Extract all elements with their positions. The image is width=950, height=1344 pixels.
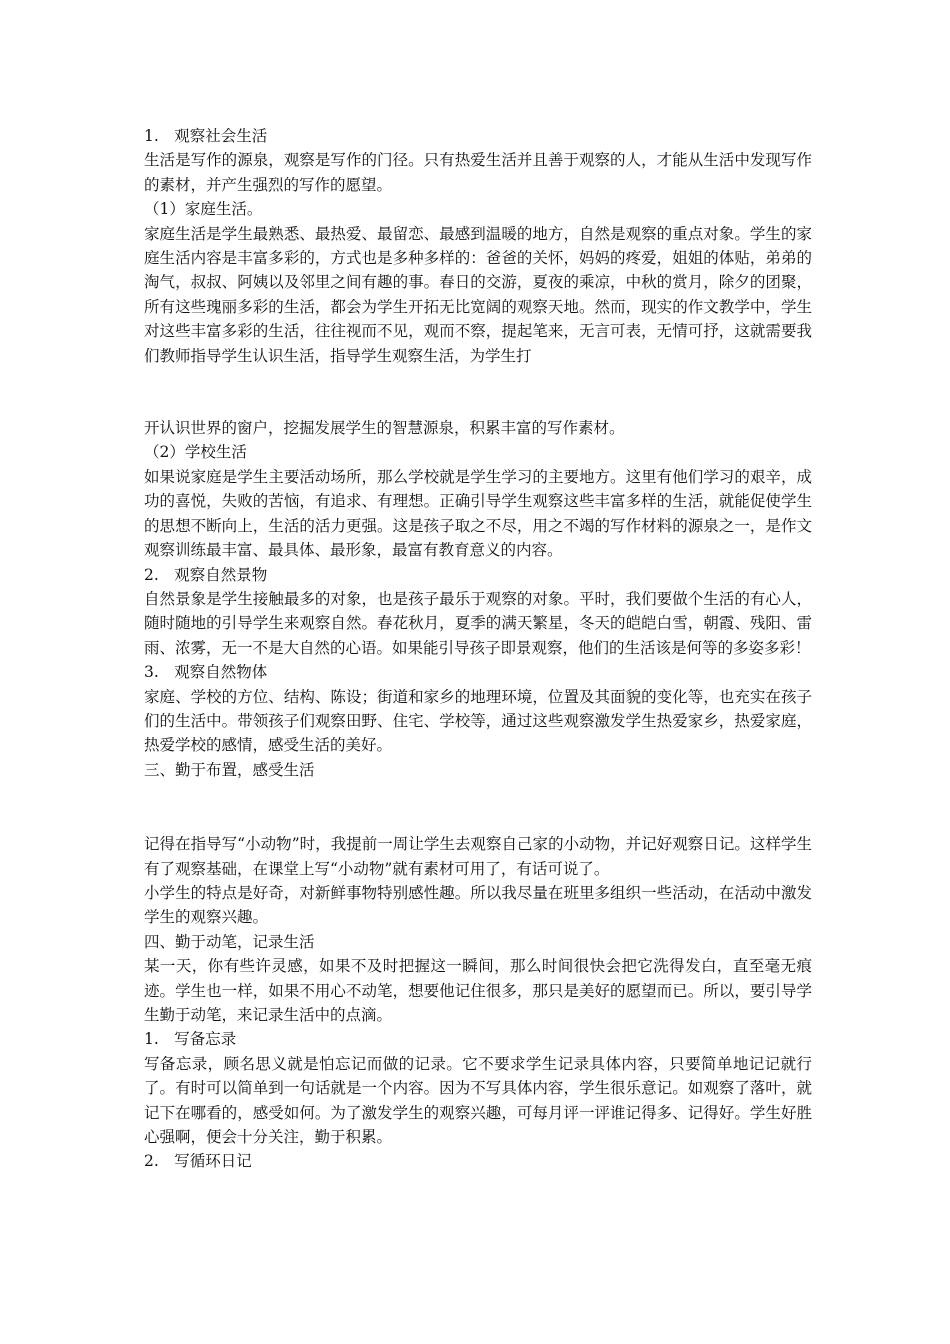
paragraph-nature-scenery: 自然景象是学生接触最多的对象，也是孩子最乐于观察的对象。平时，我们要做个生活的有心人，随时随地的引导学生来观察自然。春花秋月，夏季的满天繁星，冬天的皑皑白雪，朝霞、残阳、雷雨、浓雾，无一不是大自然的心语。如果能引导孩子即景观察，他们的生活该是何等的多姿多彩！: [144, 589, 812, 657]
paragraph-life-source: 生活是写作的源泉，观察是写作的门径。只有热爱生活并且善于观察的人，才能从生活中发现写作的素材，并产生强烈的写作的愿望。: [144, 151, 812, 194]
paragraph-inspiration: 某一天，你有些许灵感，如果不及时把握这一瞬间，那么时间很快会把它洗得发白，直至毫无痕迹。学生也一样，如果不用心不动笔，想要他记住很多，那只是美好的愿望而已。所以，要引导学生勤于动笔，来记录生活中的点滴。: [144, 957, 812, 1024]
heading-section-three: 三、勤于布置，感受生活: [144, 760, 315, 779]
page-break-gap: [144, 368, 812, 416]
subheading-family-life: （1）家庭生活。: [144, 200, 263, 219]
heading-observe-nature-scenery: 2. 观察自然景物: [144, 565, 268, 584]
heading-memo: 1. 写备忘录: [144, 1030, 237, 1049]
paragraph-family-life: 家庭生活是学生最熟悉、最热爱、最留恋、最感到温暖的地方，自然是观察的重点对象。学生的家庭生活内容是丰富多彩的，方式也是多种多样的：爸爸的关怀，妈妈的疼爱，姐姐的体贴，弟弟的淘气，叔叔、阿姨以及邻里之间有趣的事。春日的交游，夏夜的乘凉，中秋的赏月，除夕的团聚，所有这些瑰丽多彩的生活，都会为学生开拓无比宽阔的观察天地。然而，现实的作文教学中，学生对这些丰富多彩的生活，往往视而不见，观而不察，提起笔来，无言可表，无情可抒，这就需要我们教师指导学生认识生活，指导学生观察生活，为学生打: [144, 224, 812, 365]
paragraph-small-animals: 记得在指导写“小动物”时，我提前一周让学生去观察自己家的小动物，并记好观察日记。这样学生有了观察基础，在课堂上写“小动物”就有素材可用了，有话可说了。: [144, 835, 812, 878]
heading-observe-natural-objects: 3. 观察自然物体: [144, 663, 268, 682]
paragraph-memo: 写备忘录，顾名思义就是怕忘记而做的记录。它不要求学生记录具体内容，只要简单地记记就行了。有时可以简单到一句话就是一个内容。因为不写具体内容，学生很乐意记。如观察了落叶，就记下在哪看的，感受如何。为了激发学生的观察兴趣，可每月评一评谁记得多、记得好。学生好胜心强啊，便会十分关注，勤于积累。: [144, 1054, 812, 1147]
document-page: [144, 124, 812, 1174]
paragraph-natural-objects: 家庭、学校的方位、结构、陈设；街道和家乡的地理环境，位置及其面貌的变化等，也充实在孩子们的生活中。带领孩子们观察田野、住宅、学校等，通过这些观察激发学生热爱家乡，热爱家庭，热爱学校的感情，感受生活的美好。: [144, 687, 812, 755]
page-break-gap: [144, 782, 812, 832]
heading-cyclic-diary: 2. 写循环日记: [144, 1152, 252, 1171]
subheading-school-life: （2）学校生活: [144, 443, 247, 462]
paragraph-curiosity: 小学生的特点是好奇，对新鲜事物特别感性趣。所以我尽量在班里多组织一些活动，在活动中激发学生的观察兴趣。: [144, 883, 812, 927]
heading-observe-social-life: 1. 观察社会生活: [144, 127, 268, 145]
paragraph-open-window: 开认识世界的窗户，挖掘发展学生的智慧源泉，积累丰富的写作素材。: [144, 419, 625, 438]
heading-section-four: 四、勤于动笔，记录生活: [144, 932, 315, 951]
paragraph-school-life: 如果说家庭是学生主要活动场所，那么学校就是学生学习的主要地方。这里有他们学习的艰辛，成功的喜悦，失败的苦恼，有追求、有理想。正确引导学生观察这些丰富多样的生活，就能促使学生的思想不断向上，生活的活力更强。这是孩子取之不尽，用之不竭的写作材料的源泉之一，是作文观察训练最丰富、最具体、最形象，最富有教育意义的内容。: [144, 467, 812, 560]
